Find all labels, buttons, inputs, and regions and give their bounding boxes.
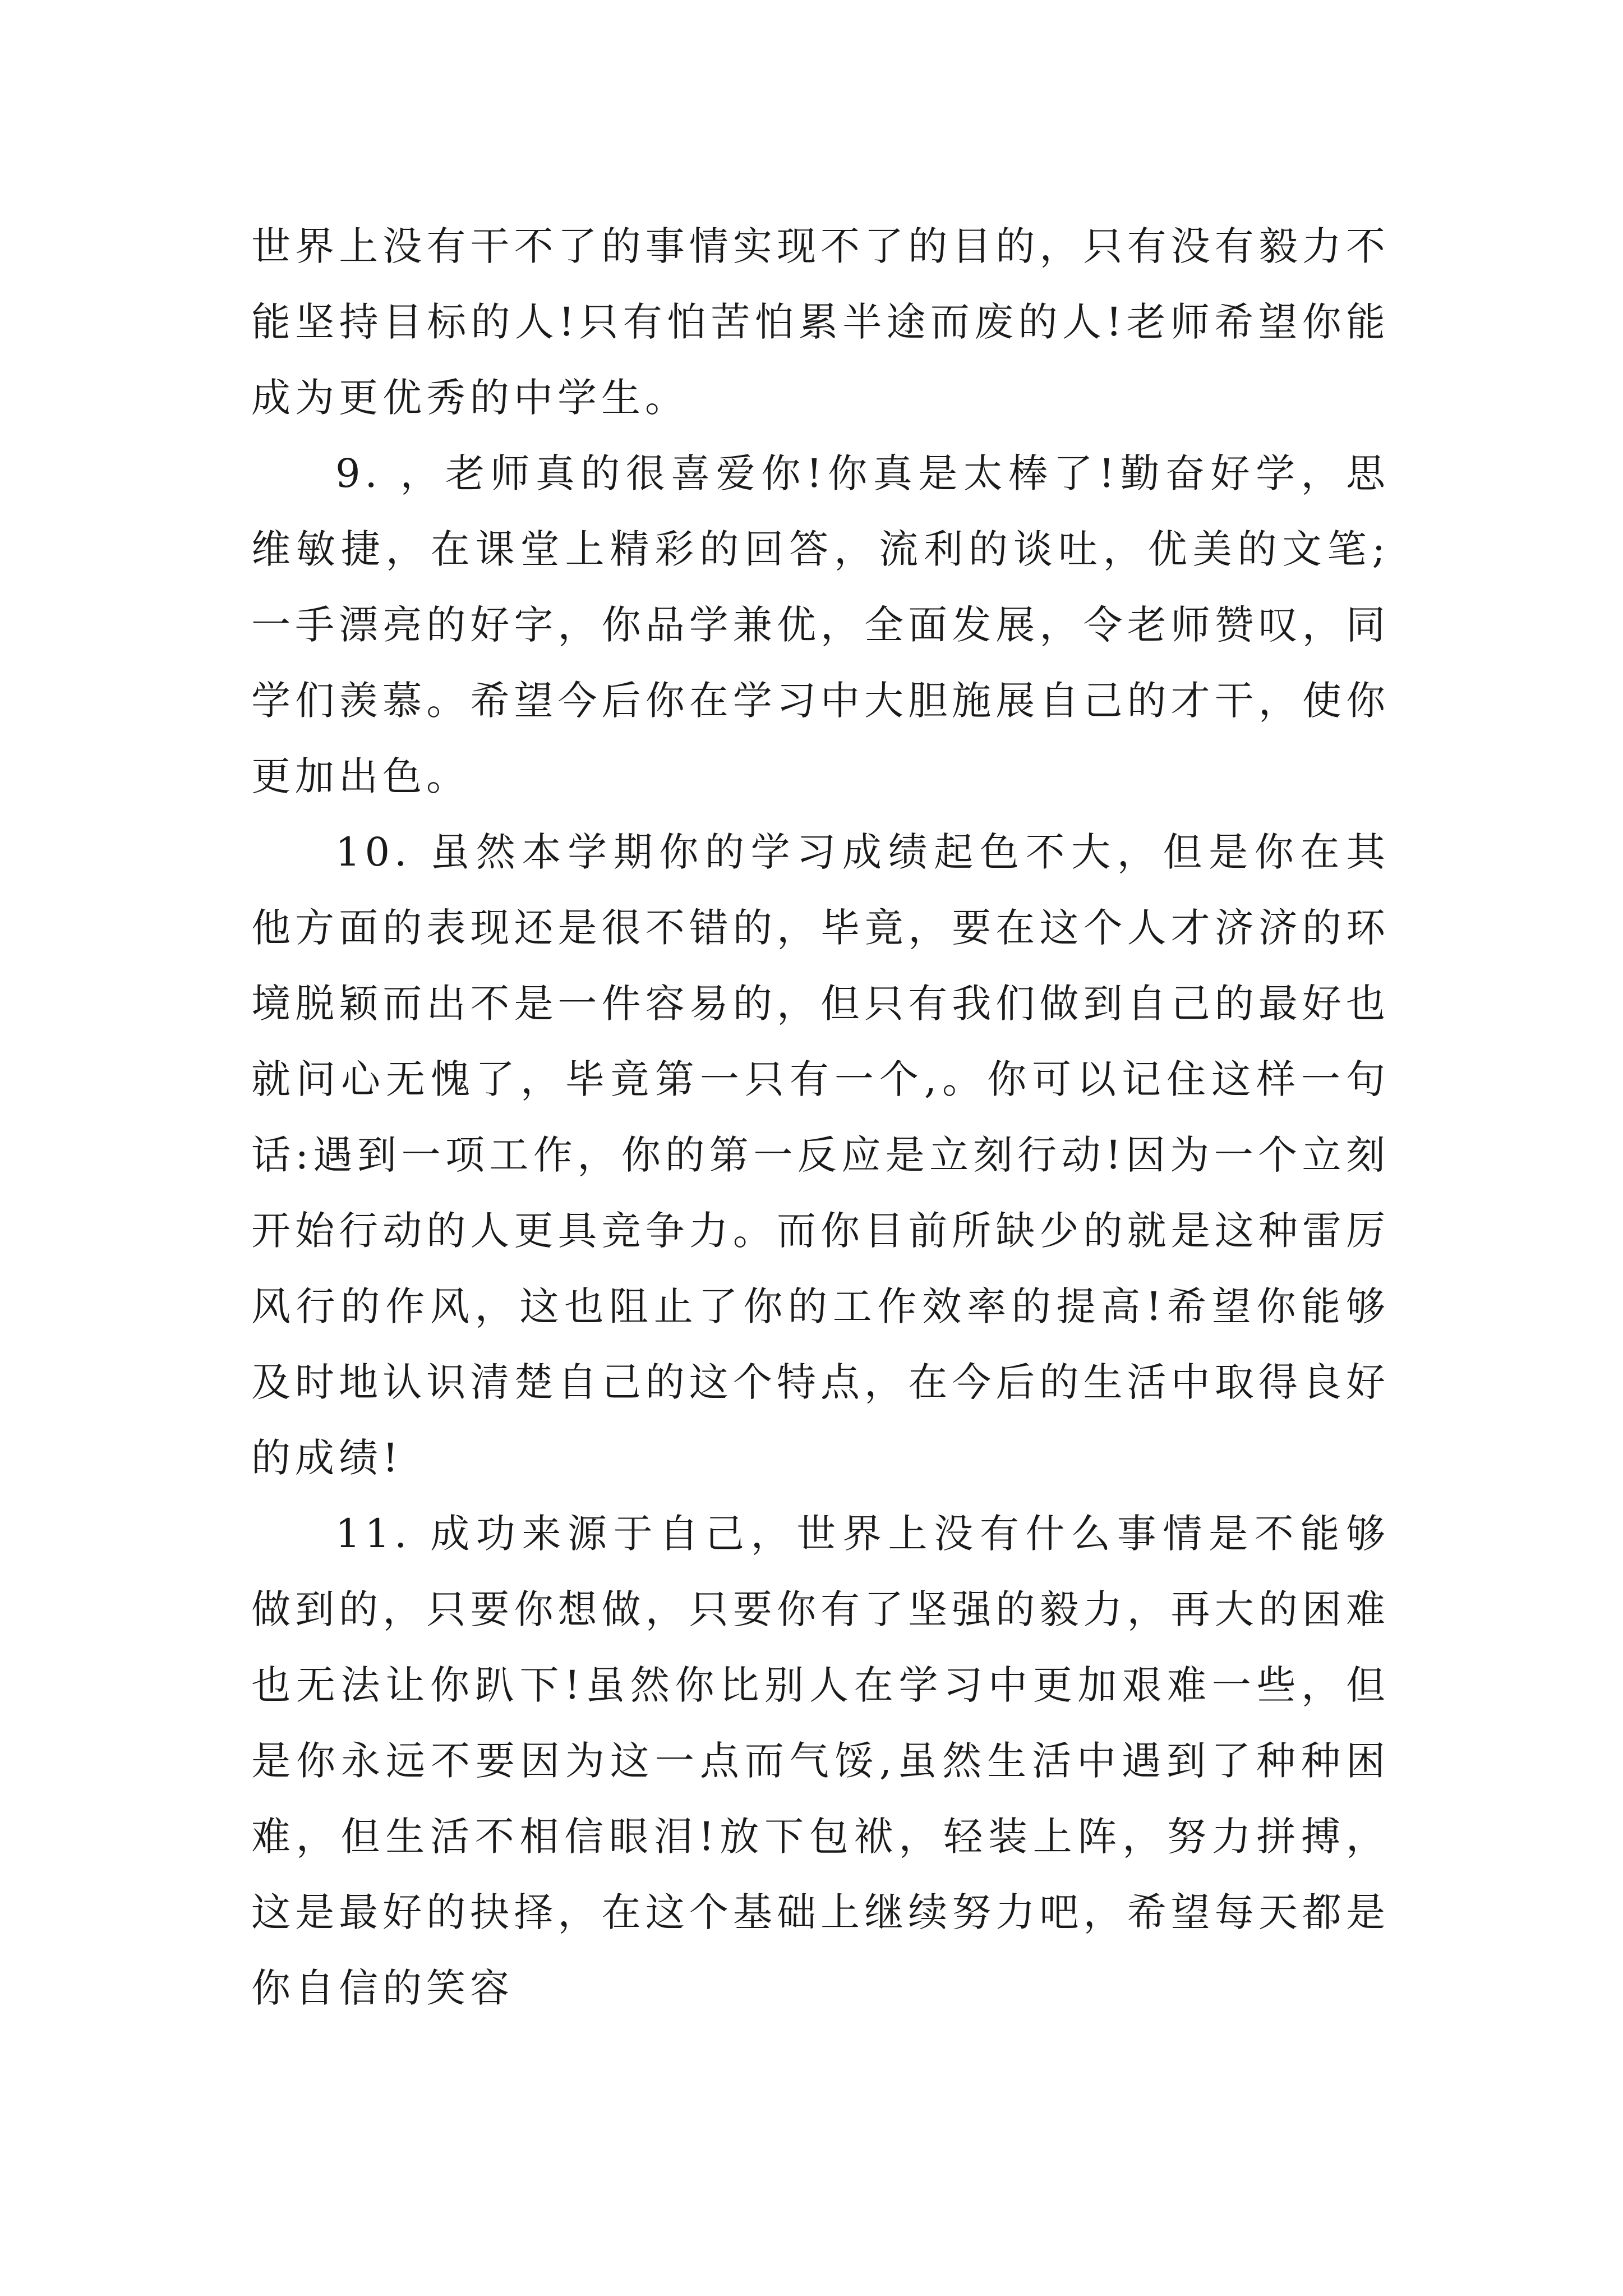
paragraph-1: 世界上没有干不了的事情实现不了的目的，只有没有毅力不能坚持目标的人!只有怕苦怕累半途而废的人!老师希望你能成为更优秀的中学生。 bbox=[251, 223, 1390, 421]
paragraph-3: 10. 虽然本学期你的学习成绩起色不大，但是你在其他方面的表现还是很不错的，毕竟，要在这个人才济济的环境脱颖而出不是一件容易的，但只有我们做到自己的最好也就问心无愧了，毕竟第一只有一个,。你可以记住这样一句话:遇到一项工作，你的第一反应是立刻行动!因为一个立刻开始行动的人更具竞争力。而你目前所缺少的就是这种雷厉风行的作风，这也阻止了你的工作效率的提高!希望你能够及时地认识清楚自己的这个特点，在今后的生活中取得良好的成绩! bbox=[251, 829, 1390, 1481]
paragraph-2: 9. ，老师真的很喜爱你!你真是太棒了!勤奋好学，思维敏捷，在课堂上精彩的回答，流利的谈吐，优美的文笔;一手漂亮的好字，你品学兼优，全面发展，令老师赞叹，同学们羡慕。希望今后你在学习中大胆施展自己的才干，使你更加出色。 bbox=[251, 450, 1390, 799]
document-body bbox=[251, 209, 1390, 2026]
paragraph-4: 11. 成功来源于自己，世界上没有什么事情是不能够做到的，只要你想做，只要你有了坚强的毅力，再大的困难也无法让你趴下!虽然你比别人在学习中更加艰难一些，但是你永远不要因为这一点而气馁,虽然生活中遇到了种种困难，但生活不相信眼泪!放下包袱，轻装上阵，努力拼搏，这是最好的抉择，在这个基础上继续努力吧，希望每天都是你自信的笑容 bbox=[251, 1511, 1390, 2011]
